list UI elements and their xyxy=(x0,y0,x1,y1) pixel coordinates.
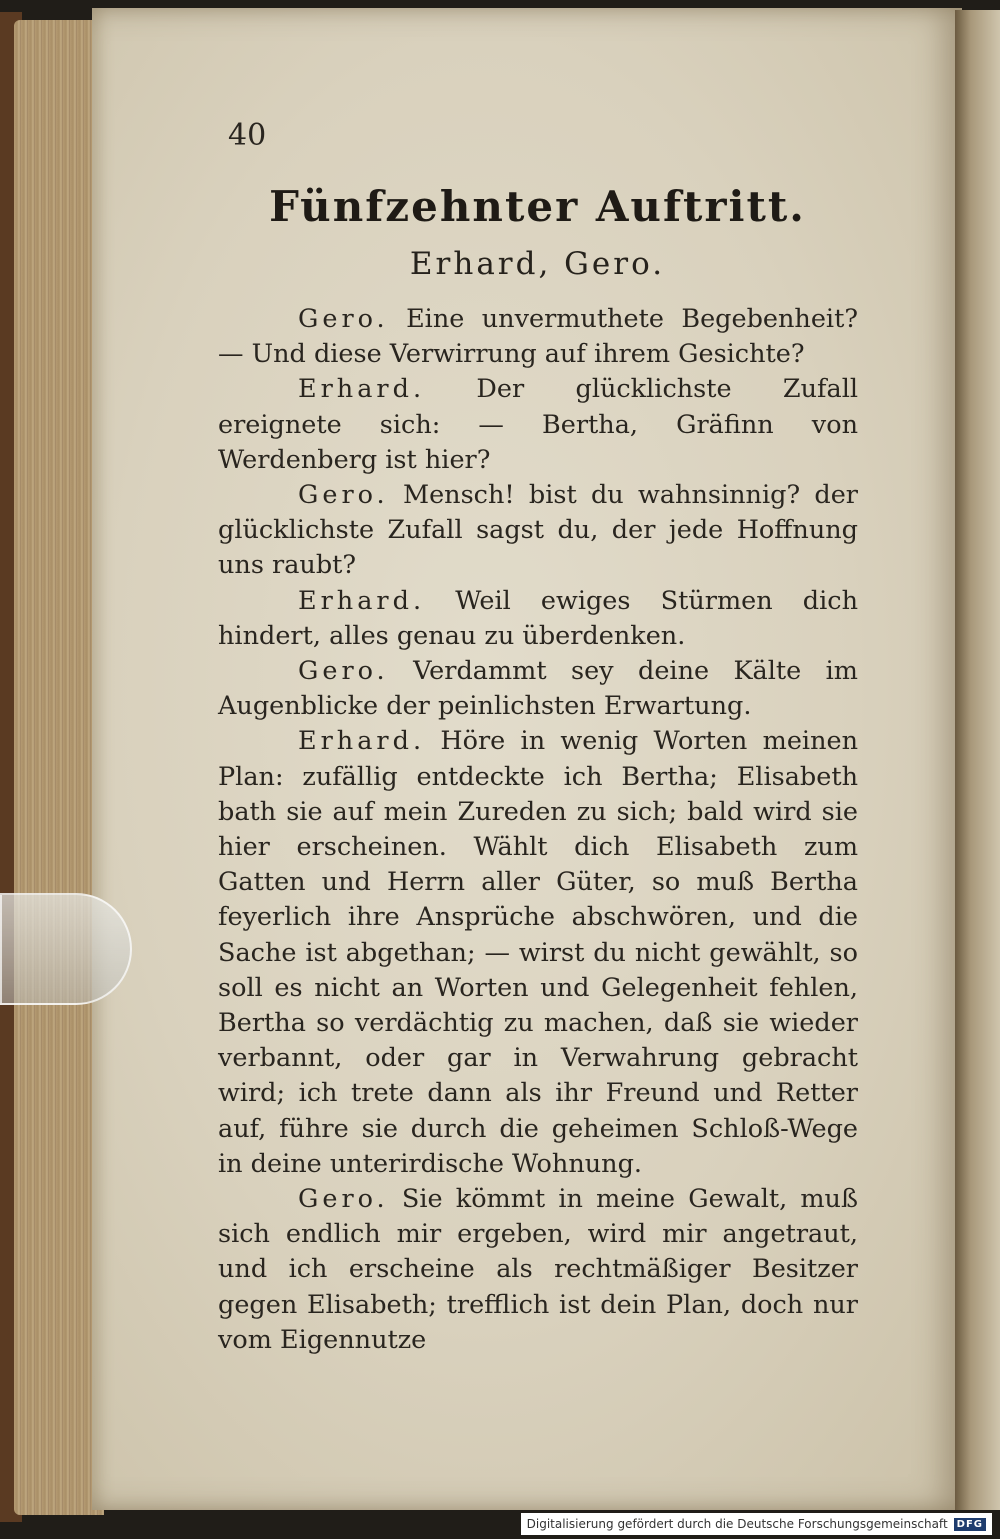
dialogue-paragraph xyxy=(218,724,858,1182)
dialogue-text: Der glücklichste Zufall ereignete sich: — Bertha, Gräfinn von Werdenberg ist hier? xyxy=(218,374,859,475)
dialogue-paragraph xyxy=(218,478,858,584)
speaker-name: Gero. xyxy=(298,480,389,511)
dialogue-text: Weil ewiges Stürmen dich hindert, alles genau zu überdenken. xyxy=(218,585,858,651)
digitization-credit xyxy=(521,1513,992,1535)
page-holder-clip xyxy=(0,893,132,1005)
next-page-gutter xyxy=(955,10,1000,1510)
dialogue-text: Sie kömmt in meine Gewalt, muß sich endlich mir ergeben, wird mir angetraut, und ich erscheine als rechtmäßiger Besitzer gegen Elisabeth; trefflich ist dein Plan, doch nur vom Eigennutze xyxy=(218,1184,859,1355)
dialogue-text: Höre in wenig Worten meinen Plan: zufällig entdeckte ich Bertha; Elisabeth bath sie auf mein Zureden zu sich; bald wird sie hier erscheinen. Wählt dich Elisabeth zum Gatten und Herrn aller Güter, so muß Bertha feyerlich ihre Ansprüche abschwören, und die Sache ist abgethan; — wirst du nicht gewählt, so soll es nicht an Worten und Gelegenheit fehlen, Bertha so verdächtig zu machen, daß sie wieder verbannt, oder gar in Verwahrung gebracht wird; ich trete dann als ihr Freund und Retter auf, führe sie durch die geheimen Schloß-Wege in deine unterirdische Wohnung. xyxy=(218,726,859,1179)
speaker-name: Erhard. xyxy=(298,585,426,616)
dialogue-paragraph xyxy=(218,302,858,372)
speaker-name: Gero. xyxy=(298,656,389,687)
page-number: 40 xyxy=(228,118,267,153)
speaker-name: Erhard. xyxy=(298,726,426,757)
dialogue-text: Eine unvermuthete Begebenheit? — Und diese Verwirrung auf ihrem Gesichte? xyxy=(218,304,859,370)
credit-text: Digitalisierung gefördert durch die Deutsche Forschungsgemeinschaft xyxy=(526,1517,948,1531)
dialogue-text: Verdammt sey deine Kälte im Augenblicke der peinlichsten Erwartung. xyxy=(218,656,858,722)
dialogue-paragraph xyxy=(218,1182,858,1358)
dfg-logo-icon: DFG xyxy=(954,1518,986,1531)
dialogue-paragraph xyxy=(218,372,858,478)
scene-title: Fünfzehnter Auftritt. xyxy=(269,182,806,231)
page-body xyxy=(218,302,858,1358)
speaker-name: Gero. xyxy=(298,1184,389,1215)
dialogue-paragraph xyxy=(218,654,858,724)
speaker-name: Gero. xyxy=(298,304,389,334)
page-stack-edges xyxy=(14,20,104,1515)
dialogue-paragraph xyxy=(218,584,858,654)
dialogue-text: Mensch! bist du wahnsinnig? der glücklichste Zufall sagst du, der jede Hoffnung uns raubt? xyxy=(218,480,858,581)
speaker-name: Erhard. xyxy=(298,374,426,405)
scene-cast: Erhard, Gero. xyxy=(409,246,666,282)
